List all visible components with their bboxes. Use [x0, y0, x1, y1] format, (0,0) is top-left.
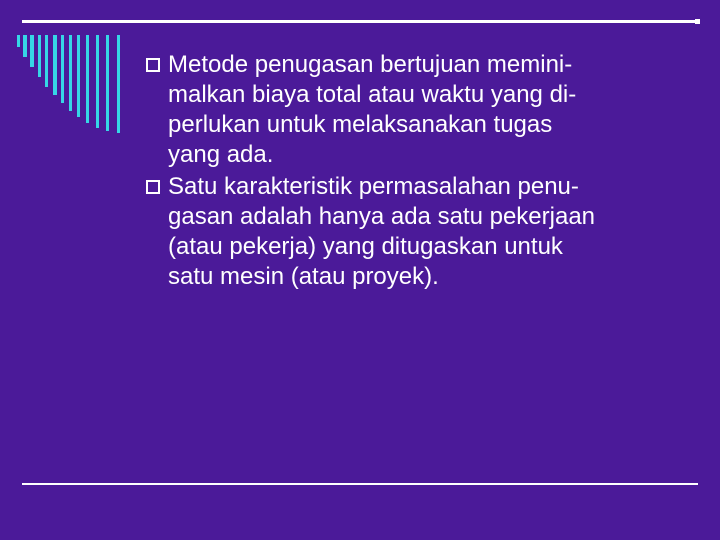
stripe-13	[117, 35, 120, 133]
stripe-10	[86, 35, 89, 123]
stripe-7	[61, 35, 64, 103]
square-bullet-icon	[146, 180, 160, 194]
bullet-item	[145, 172, 705, 292]
stripe-2	[23, 35, 27, 57]
bullet-text: Satu karakteristik permasalahan penu- gasan adalah hanya ada satu pekerjaan (atau pekerja) yang ditugaskan untuk satu mesin (atau proyek).	[168, 173, 596, 290]
stripe-8	[69, 35, 72, 111]
bullet-item	[145, 50, 705, 170]
bottom-divider	[22, 483, 698, 485]
stripe-6	[53, 35, 57, 95]
bullet-list	[145, 50, 705, 294]
stripe-5	[45, 35, 48, 87]
stripe-11	[96, 35, 99, 128]
stripe-1	[17, 35, 20, 47]
stripe-3	[30, 35, 34, 67]
stripe-9	[77, 35, 80, 117]
square-bullet-icon	[146, 58, 160, 72]
bullet-text: Metode penugasan bertujuan memini- malkan biaya total atau waktu yang di- perlukan untuk melaksanakan tugas yang ada.	[168, 51, 577, 168]
stripe-4	[38, 35, 41, 77]
stripe-12	[106, 35, 109, 131]
decorative-stripes	[0, 0, 160, 140]
